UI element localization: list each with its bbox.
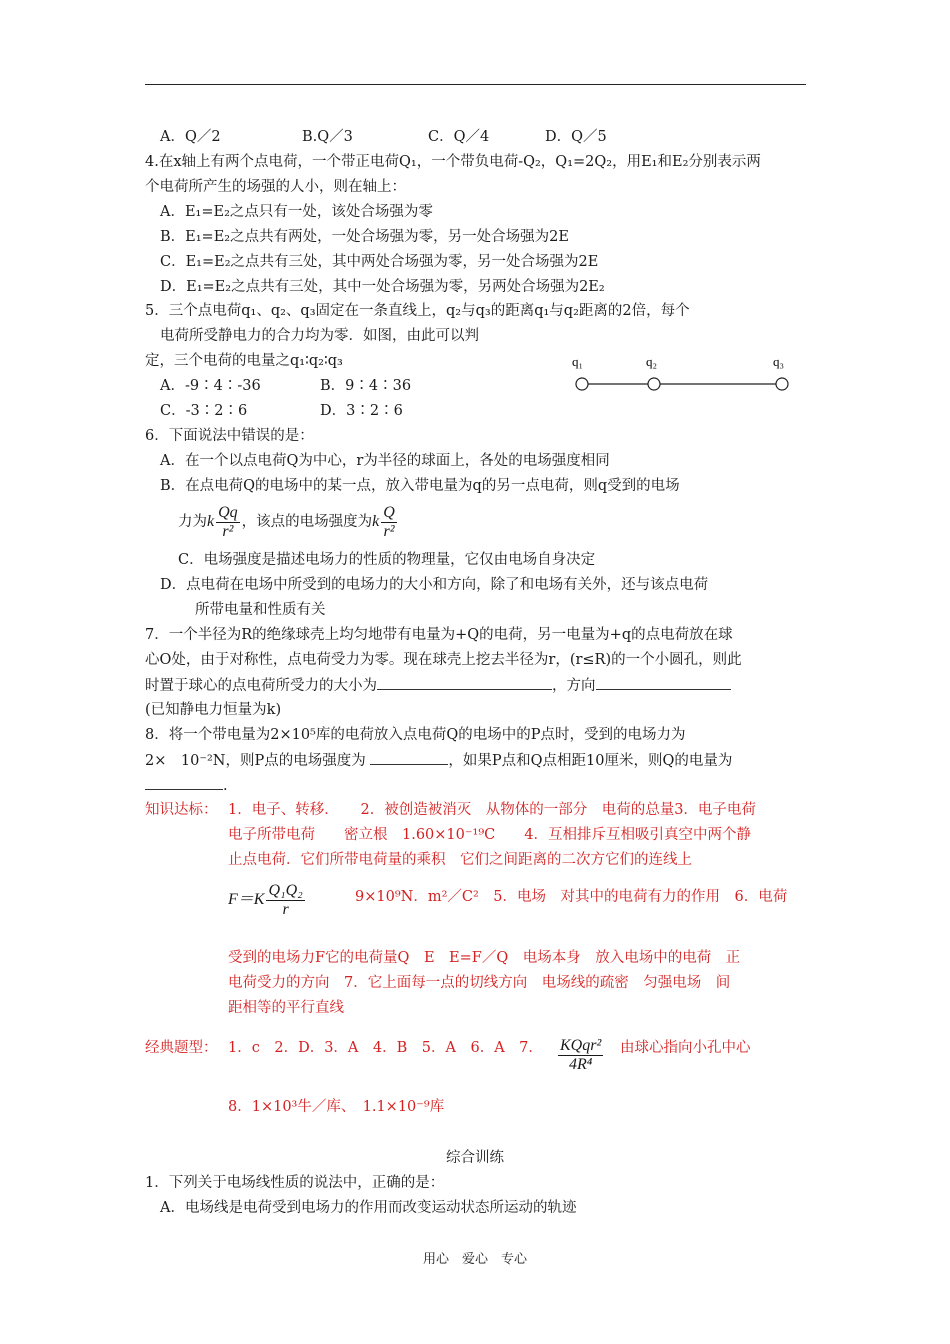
section-title: 综合训练 — [446, 1150, 504, 1166]
answers-zhishi-line3: 止点电荷．它们所带电荷量的乘积 它们之间距离的二次方它们的连线上 — [228, 852, 692, 868]
q6-formula2-k: k — [372, 513, 380, 530]
q8-stem-line3: . — [145, 775, 228, 796]
answers-zhishi-line1: 1．电子、转移． 2．被创造被消灭 从物体的一部分 电荷的总量3．电子电荷 — [228, 802, 756, 818]
q6-formula1: $\frac{Qq}{\text{r²}}$ — [218, 503, 238, 540]
q6-option-a: A．在一个以点电荷Q为中心，r为半径的球面上，各处的电场强度相同 — [160, 453, 610, 469]
charge-q2-label: q₂ — [646, 354, 658, 369]
answers-q7-direction: 由球心指向小孔中心 — [620, 1040, 751, 1056]
q4-option-d: D．E₁=E₂之点共有三处，其中一处合场强为零，另两处合场强为2E₂ — [160, 279, 605, 295]
zh-q1-stem: 1．下列关于电场线性质的说法中，正确的是： — [145, 1175, 445, 1191]
answers-zhishi-line7: 距相等的平行直线 — [228, 1000, 344, 1016]
charge-q1-circle — [576, 378, 588, 390]
answers-q7-formula: $\frac{\text{KQqr²}}{\text{4R⁴}}$ — [560, 1036, 602, 1073]
charge-q2-circle — [648, 378, 660, 390]
q8-blank-charge — [145, 775, 223, 790]
q5-stem-line3: 定，三个电荷的电量之q₁∶q₂∶q₃ — [145, 353, 343, 369]
zh-q1-option-a: A．电场线是电荷受到电场力的作用而改变运动状态所运动的轨迹 — [160, 1200, 577, 1216]
q5-stem-line1: 5．三个点电荷q₁、q₂、q₃固定在一条直线上，q₂与q₃的距离q₁与q₂距离的2倍，每个 — [145, 303, 690, 319]
q6-option-d-line2: 所带电量和性质有关 — [195, 602, 326, 618]
charge-diagram — [570, 352, 800, 397]
q6-formula1-k: k — [207, 513, 215, 530]
q7-blank-magnitude — [377, 675, 552, 690]
header-rule — [145, 84, 806, 85]
q4-option-c: C．E₁=E₂之点共有三处，其中两处合场强为零，另一处合场强为2E — [160, 254, 599, 270]
page-footer: 用心 爱心 专心 — [422, 1252, 527, 1267]
q6-option-c: C．电场强度是描述电场力的性质的物理量，它仅由电场自身决定 — [178, 552, 596, 568]
charge-q3-circle — [776, 378, 788, 390]
q3-option-b: B.Q／3 — [302, 129, 353, 145]
q6-option-b: B．在点电荷Q的电场中的某一点，放入带电量为q的另一点电荷，则q受到的电场 — [160, 478, 680, 494]
q5-option-c: C．-3∶2∶6 — [160, 403, 248, 419]
q6-option-b-line2: 力为k $\frac{Qq}{\text{r²}}$ ，该点的电场强度为k $\frac{Q}{\text{r²}}$ — [178, 503, 395, 540]
q3-option-c: C．Q／4 — [428, 129, 490, 145]
q7-stem-line4: (已知静电力恒量为k) — [145, 702, 282, 718]
q6-formula2: $\frac{Q}{\text{r²}}$ — [383, 503, 395, 540]
q6-stem: 6．下面说法中错误的是： — [145, 428, 314, 444]
q5-option-d: D．3∶2∶6 — [320, 403, 403, 419]
q7-stem-line2: 心O处，由于对称性，点电荷受力为零。现在球壳上挖去半径为r，(r≤R)的一个小圆孔，则此 — [145, 652, 742, 668]
answers-coulomb-formula: F＝K $\frac{\text{Q₁Q₂}}{r}$ — [228, 881, 303, 918]
charge-q1-label: q₁ — [572, 354, 584, 369]
answers-zhishi-line6: 电荷受力的方向 7．它上面每一点的切线方向 电场线的疏密 匀强电场 间 — [228, 975, 731, 991]
charge-q3-label: q₃ — [773, 354, 785, 369]
answers-jingdian-line1: 1．c 2．D．3．A 4．B 5．A 6．A 7． — [228, 1040, 543, 1056]
q5-option-b: B．9∶4∶36 — [320, 378, 412, 394]
q5-stem-line2: 电荷所受静电力的合力均为零．如图，由此可以判 — [160, 328, 479, 344]
q4-option-a: A．E₁=E₂之点只有一处，该处合场强为零 — [160, 204, 433, 220]
q7-stem-line3: 时置于球心的点电荷所受力的大小为 ，方向 — [145, 675, 731, 696]
q6-option-d: D．点电荷在电场中所受到的电场力的大小和方向，除了和电场有关外，还与该点电荷 — [160, 577, 709, 593]
q8-stem-line1: 8．将一个带电量为2×10⁵库的电荷放入点电荷Q的电场中的P点时，受到的电场力为 — [145, 727, 686, 743]
q4-option-b: B．E₁=E₂之点共有两处，一处合场强为零，另一处合场强为2E — [160, 229, 569, 245]
q7-stem-line1: 7．一个半径为R的绝缘球壳上均匀地带有电量为+Q的电荷，另一电量为+q的点电荷放在球 — [145, 627, 733, 643]
answers-jingdian-label: 经典题型： — [145, 1040, 218, 1056]
answers-zhishi-line4: 9×10⁹N．m²／C² 5．电场 对其中的电荷有力的作用 6．电荷 — [355, 889, 788, 905]
answers-zhishi-label: 知识达标： — [145, 802, 218, 818]
q3-option-d: D．Q／5 — [545, 129, 607, 145]
q4-stem-line1: 4.在x轴上有两个点电荷，一个带正电荷Q₁，一个带负电荷-Q₂，Q₁=2Q₂，用E₁和E₂分别表示两 — [145, 154, 761, 170]
q8-blank-field — [370, 750, 448, 765]
q8-stem-line2: 2× 10⁻²N，则P点的电场强度为 ，如果P点和Q点相距10厘米，则Q的电量为 — [145, 750, 732, 771]
q5-option-a: A．-9∶4∶-36 — [160, 378, 261, 394]
answers-zhishi-line5: 受到的电场力F它的电荷量Q E E=F／Q 电场本身 放入电场中的电荷 正 — [228, 950, 741, 966]
q7-blank-direction — [596, 675, 731, 690]
q3-option-a: A．Q／2 — [160, 129, 221, 145]
answers-zhishi-line2: 电子所带电荷 密立根 1.60×10⁻¹⁹C 4．互相排斥互相吸引真空中两个静 — [228, 827, 751, 843]
q4-stem-line2: 个电荷所产生的场强的人小，则在轴上： — [145, 179, 406, 195]
answers-jingdian-line2: 8．1×10³牛／库、 1.1×10⁻⁹库 — [228, 1099, 445, 1115]
